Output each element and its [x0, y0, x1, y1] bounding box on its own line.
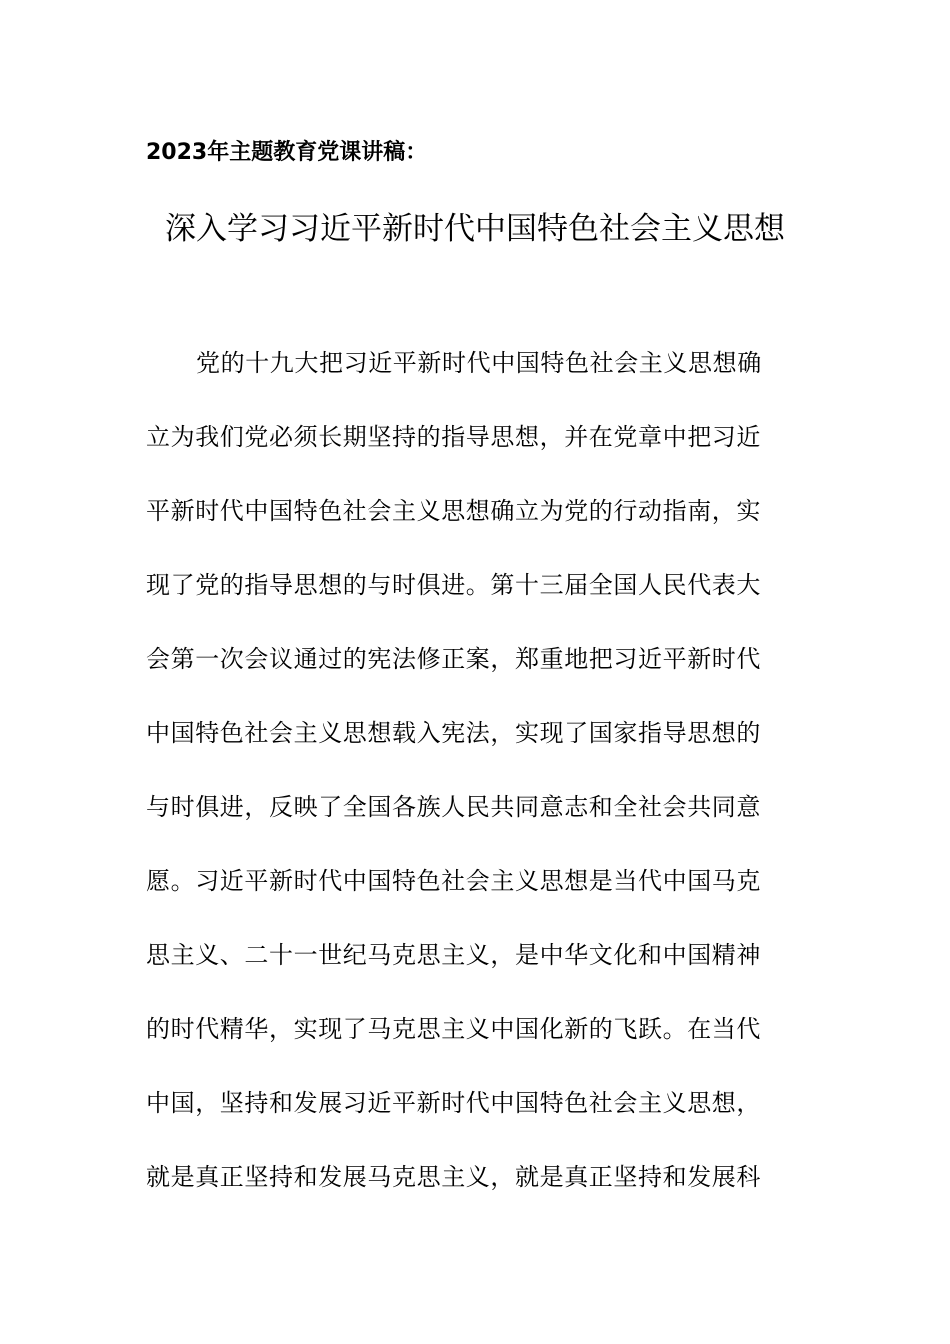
document-subtitle: 2023年主题教育党课讲稿： — [146, 140, 428, 165]
document-title: 深入学习习近平新时代中国特色社会主义思想 — [165, 211, 785, 247]
paragraph-line: 立为我们党必须长期坚持的指导思想，并在党章中把习近 — [146, 423, 761, 451]
paragraph-line: 思主义、二十一世纪马克思主义，是中华文化和中国精神 — [146, 941, 761, 969]
paragraph-line: 的时代精华，实现了马克思主义中国化新的飞跃。在当代 — [146, 1015, 761, 1043]
paragraph-line: 中国特色社会主义思想载入宪法，实现了国家指导思想的 — [146, 719, 761, 747]
paragraph-line: 与时俱进，反映了全国各族人民共同意志和全社会共同意 — [146, 793, 761, 821]
paragraph-line: 愿。习近平新时代中国特色社会主义思想是当代中国马克 — [146, 867, 761, 895]
paragraph-line: 中国，坚持和发展习近平新时代中国特色社会主义思想， — [146, 1089, 761, 1117]
paragraph-line: 会第一次会议通过的宪法修正案，郑重地把习近平新时代 — [146, 645, 761, 673]
paragraph-line: 党的十九大把习近平新时代中国特色社会主义思想确 — [196, 349, 762, 377]
paragraph-line: 平新时代中国特色社会主义思想确立为党的行动指南，实 — [146, 497, 761, 525]
body-paragraph — [146, 343, 806, 1231]
paragraph-line: 现了党的指导思想的与时俱进。第十三届全国人民代表大 — [146, 571, 761, 599]
paragraph-line: 就是真正坚持和发展马克思主义，就是真正坚持和发展科 — [146, 1163, 761, 1191]
